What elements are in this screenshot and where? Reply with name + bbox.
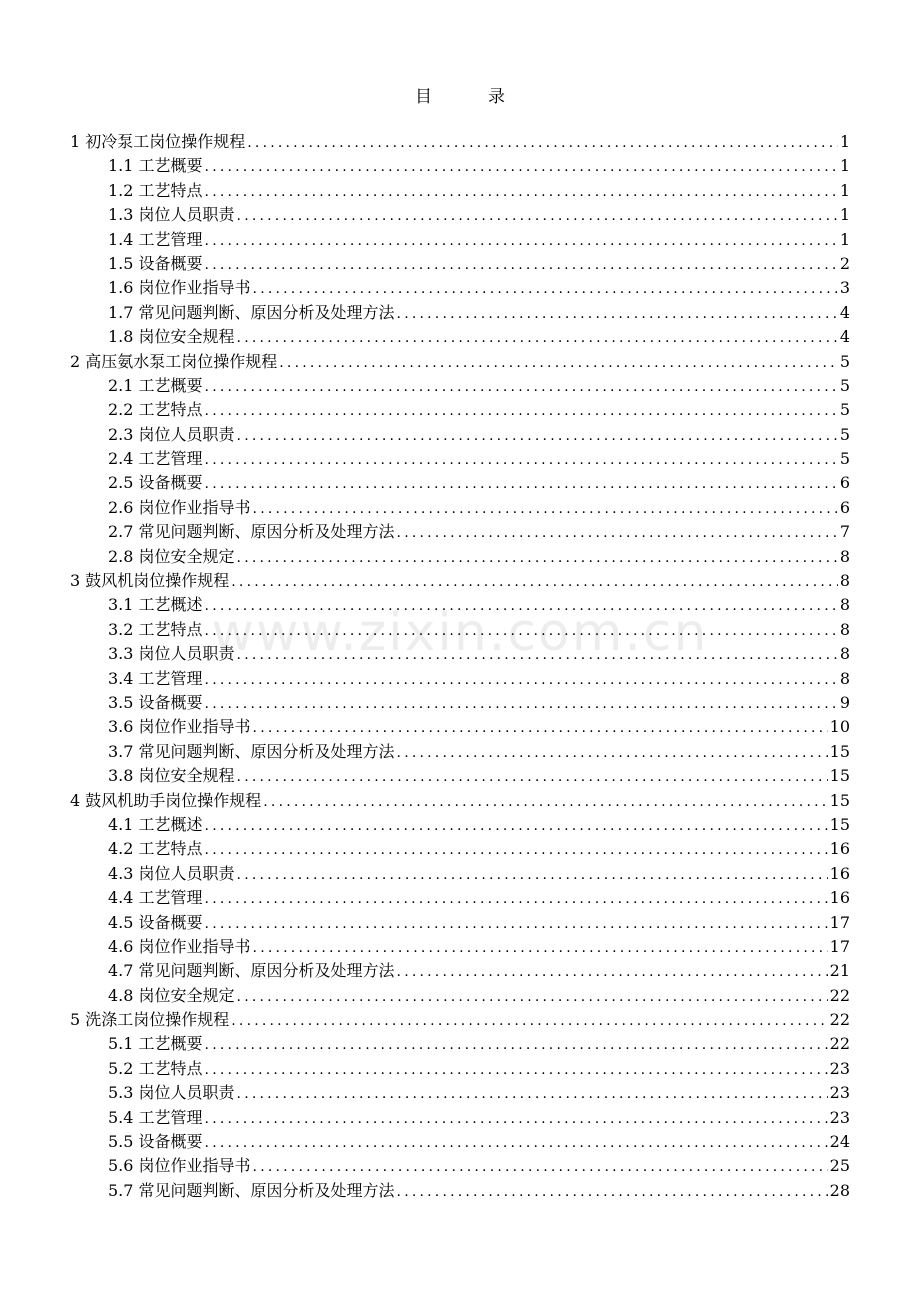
toc-dot-leader [205, 692, 838, 715]
toc-section-entry[interactable] [70, 1130, 850, 1154]
toc-page-number: 4 [839, 327, 850, 347]
toc-entry-label: 5.6 岗位作业指导书 [108, 1156, 251, 1176]
toc-page-number: 24 [829, 1132, 850, 1152]
toc-page-number: 3 [839, 278, 850, 298]
toc-entry-label: 1.6 岗位作业指导书 [108, 278, 251, 298]
toc-entry-label: 4.5 设备概要 [108, 912, 203, 932]
toc-entry-label: 2.5 设备概要 [108, 473, 203, 493]
toc-dot-leader [237, 204, 838, 227]
toc-chapter-entry[interactable] [70, 1008, 850, 1032]
toc-dot-leader [205, 668, 838, 691]
toc-chapter-entry[interactable] [70, 789, 850, 813]
toc-section-entry[interactable] [70, 276, 850, 300]
toc-section-entry[interactable] [70, 1106, 850, 1130]
toc-section-entry[interactable] [70, 862, 850, 886]
toc-entry-label: 4.3 岗位人员职责 [108, 863, 235, 883]
toc-dot-leader [205, 814, 828, 837]
toc-section-entry[interactable] [70, 1081, 850, 1105]
toc-chapter-entry[interactable] [70, 569, 850, 593]
toc-dot-leader [205, 448, 838, 471]
toc-section-entry[interactable] [70, 667, 850, 691]
toc-entry-label: 1.1 工艺概要 [108, 156, 203, 176]
toc-entry-label: 5 洗涤工岗位操作规程 [70, 1010, 230, 1030]
toc-entry-label: 2.6 岗位作业指导书 [108, 497, 251, 517]
toc-section-entry[interactable] [70, 252, 850, 276]
toc-dot-leader [205, 912, 828, 935]
toc-dot-leader [205, 1107, 828, 1130]
toc-page-number: 5 [839, 351, 850, 371]
toc-entry-label: 4.7 常见问题判断、原因分析及处理方法 [108, 961, 395, 981]
toc-page-number: 15 [829, 741, 850, 761]
toc-entry-label: 2.1 工艺概要 [108, 375, 203, 395]
toc-page-number: 23 [829, 1083, 850, 1103]
toc-section-entry[interactable] [70, 740, 850, 764]
toc-entry-label: 4.6 岗位作业指导书 [108, 936, 251, 956]
toc-page-number: 22 [829, 985, 850, 1005]
toc-dot-leader [397, 1180, 828, 1203]
toc-page-number: 15 [829, 814, 850, 834]
toc-section-entry[interactable] [70, 325, 850, 349]
toc-entry-label: 2.7 常见问题判断、原因分析及处理方法 [108, 522, 395, 542]
toc-entry-label: 1.8 岗位安全规程 [108, 327, 235, 347]
toc-entry-label: 3.3 岗位人员职责 [108, 644, 235, 664]
toc-section-entry[interactable] [70, 496, 850, 520]
toc-page-number: 23 [829, 1107, 850, 1127]
toc-page-number: 5 [839, 424, 850, 444]
toc-page-number: 8 [839, 595, 850, 615]
toc-section-entry[interactable] [70, 1057, 850, 1081]
toc-dot-leader [205, 472, 838, 495]
toc-dot-leader [237, 424, 838, 447]
toc-page-number: 9 [839, 692, 850, 712]
toc-entry-label: 1.7 常见问题判断、原因分析及处理方法 [108, 302, 395, 322]
toc-page-number: 5 [839, 375, 850, 395]
toc-dot-leader [237, 765, 828, 788]
toc-section-entry[interactable] [70, 959, 850, 983]
toc-dot-leader [253, 497, 838, 520]
toc-dot-leader [205, 399, 838, 422]
toc-section-entry[interactable] [70, 618, 850, 642]
toc-entry-label: 2.2 工艺特点 [108, 400, 203, 420]
toc-page-number: 1 [839, 229, 850, 249]
toc-section-entry[interactable] [70, 398, 850, 422]
toc-title [0, 82, 920, 107]
toc-section-entry[interactable] [70, 715, 850, 739]
toc-page-number: 5 [839, 400, 850, 420]
toc-page-number: 1 [839, 132, 850, 151]
toc-entry-label: 4.8 岗位安全规定 [108, 985, 235, 1005]
toc-entry-label: 2.8 岗位安全规定 [108, 546, 235, 566]
toc-page-number: 8 [839, 668, 850, 688]
toc-section-entry[interactable] [70, 374, 850, 398]
toc-dot-leader [253, 716, 828, 739]
toc-entry-label: 1.3 岗位人员职责 [108, 205, 235, 225]
toc-page-number: 28 [829, 1180, 850, 1200]
toc-page-number: 22 [829, 1010, 850, 1030]
toc-section-entry[interactable] [70, 1032, 850, 1056]
toc-dot-leader [205, 1058, 828, 1081]
toc-page-number: 7 [839, 522, 850, 542]
toc-section-entry[interactable] [70, 593, 850, 617]
toc-dot-leader [231, 570, 838, 593]
toc-dot-leader [237, 546, 838, 569]
toc-entry-label: 3.1 工艺概述 [108, 595, 203, 615]
toc-page-number: 5 [839, 449, 850, 469]
toc-page-number: 25 [829, 1156, 850, 1176]
toc-page-number: 6 [839, 497, 850, 517]
toc-page-number: 23 [829, 1058, 850, 1078]
toc-dot-leader [397, 302, 838, 325]
toc-dot-leader [205, 1033, 828, 1056]
toc-entry-label: 3 鼓风机岗位操作规程 [70, 571, 230, 591]
toc-dot-leader [205, 838, 828, 861]
toc-section-entry[interactable] [70, 179, 850, 203]
toc-dot-leader [237, 863, 828, 886]
toc-section-entry[interactable] [70, 301, 850, 325]
toc-dot-leader [253, 1155, 828, 1178]
toc-entry-label: 2.3 岗位人员职责 [108, 424, 235, 444]
toc-page-number: 2 [839, 253, 850, 273]
toc-section-entry[interactable] [70, 520, 850, 544]
toc-title-char: 录 [488, 87, 505, 107]
toc-page-number: 15 [829, 766, 850, 786]
toc-page-number: 16 [829, 839, 850, 859]
toc-entry-label: 3.6 岗位作业指导书 [108, 717, 251, 737]
toc-page-number: 4 [839, 302, 850, 322]
toc-section-entry[interactable] [70, 837, 850, 861]
toc-page-number: 17 [829, 936, 850, 956]
toc-dot-leader [237, 643, 838, 666]
toc-dot-leader [237, 985, 828, 1008]
toc-section-entry[interactable] [70, 423, 850, 447]
toc-dot-leader [205, 887, 828, 910]
toc-section-entry[interactable] [70, 154, 850, 178]
toc-page-number: 8 [839, 644, 850, 664]
toc-entry-label: 2 高压氨水泵工岗位操作规程 [70, 351, 278, 371]
toc-page-number: 6 [839, 473, 850, 493]
toc-section-entry[interactable] [70, 471, 850, 495]
toc-dot-leader [205, 180, 838, 203]
toc-section-entry[interactable] [70, 1154, 850, 1178]
toc-dot-leader [253, 936, 828, 959]
toc-section-entry[interactable] [70, 228, 850, 252]
toc-chapter-entry[interactable] [70, 130, 850, 154]
toc-dot-leader [237, 326, 838, 349]
toc-dot-leader [279, 351, 838, 374]
toc-entry-label: 3.5 设备概要 [108, 692, 203, 712]
toc-chapter-entry[interactable] [70, 350, 850, 374]
toc-dot-leader [205, 594, 838, 617]
toc-section-entry[interactable] [70, 642, 850, 666]
toc-entry-label: 1.4 工艺管理 [108, 229, 203, 249]
toc-title-char: 目 [415, 87, 432, 107]
toc-entry-label: 5.5 设备概要 [108, 1132, 203, 1152]
toc-section-entry[interactable] [70, 886, 850, 910]
toc-entry-label: 4.1 工艺概述 [108, 814, 203, 834]
toc-dot-leader [205, 619, 838, 642]
toc-dot-leader [205, 375, 838, 398]
toc-entry-label: 5.2 工艺特点 [108, 1058, 203, 1078]
toc-dot-leader [205, 253, 838, 276]
toc-page-number: 10 [829, 717, 850, 737]
toc-entry-label: 3.4 工艺管理 [108, 668, 203, 688]
toc-page-number: 8 [839, 546, 850, 566]
toc-entry-label: 5.4 工艺管理 [108, 1107, 203, 1127]
toc-dot-leader [397, 960, 828, 983]
toc-section-entry[interactable] [70, 447, 850, 471]
toc-entry-label: 4 鼓风机助手岗位操作规程 [70, 790, 262, 810]
toc-section-entry[interactable] [70, 935, 850, 959]
toc-entry-label: 1.2 工艺特点 [108, 180, 203, 200]
toc-entry-label: 4.2 工艺特点 [108, 839, 203, 859]
toc-entry-label: 5.7 常见问题判断、原因分析及处理方法 [108, 1180, 395, 1200]
toc-section-entry[interactable] [70, 984, 850, 1008]
toc-page-number: 15 [829, 790, 850, 810]
toc-entry-label: 5.3 岗位人员职责 [108, 1083, 235, 1103]
toc-section-entry[interactable] [70, 813, 850, 837]
toc-section-entry[interactable] [70, 1179, 850, 1203]
toc-dot-leader [397, 741, 828, 764]
toc-page-number: 8 [839, 619, 850, 639]
toc-entry-label: 3.2 工艺特点 [108, 619, 203, 639]
toc-page-number: 1 [839, 156, 850, 176]
toc-dot-leader [247, 131, 838, 154]
toc-entry-label: 3.8 岗位安全规程 [108, 766, 235, 786]
toc-page-number: 21 [829, 961, 850, 981]
toc-dot-leader [263, 790, 827, 813]
toc-section-entry[interactable] [70, 203, 850, 227]
toc-page-number: 16 [829, 863, 850, 883]
toc-page-number: 22 [829, 1034, 850, 1054]
toc-page-number: 8 [839, 571, 850, 591]
toc-entry-label: 4.4 工艺管理 [108, 888, 203, 908]
toc-entry-label: 5.1 工艺概要 [108, 1034, 203, 1054]
toc-entry-label: 3.7 常见问题判断、原因分析及处理方法 [108, 741, 395, 761]
toc-entry-label: 2.4 工艺管理 [108, 449, 203, 469]
toc-section-entry[interactable] [70, 764, 850, 788]
toc-dot-leader [397, 521, 838, 544]
toc-entry-label: 1 初冷泵工岗位操作规程 [70, 132, 246, 151]
toc-section-entry[interactable] [70, 691, 850, 715]
watermark: www.zixin.com.cn [211, 603, 709, 663]
toc-dot-leader [205, 229, 838, 252]
toc-dot-leader [205, 1131, 828, 1154]
toc-dot-leader [205, 155, 838, 178]
toc-section-entry[interactable] [70, 545, 850, 569]
toc-dot-leader [231, 1009, 827, 1032]
toc-entry-label: 1.5 设备概要 [108, 253, 203, 273]
toc-dot-leader [253, 277, 838, 300]
toc-page-number: 17 [829, 912, 850, 932]
toc-dot-leader [237, 1082, 828, 1105]
toc-page-number: 1 [839, 205, 850, 225]
toc-section-entry[interactable] [70, 911, 850, 935]
toc-page-number: 16 [829, 888, 850, 908]
toc-page-number: 1 [839, 180, 850, 200]
toc-list [70, 130, 850, 1203]
